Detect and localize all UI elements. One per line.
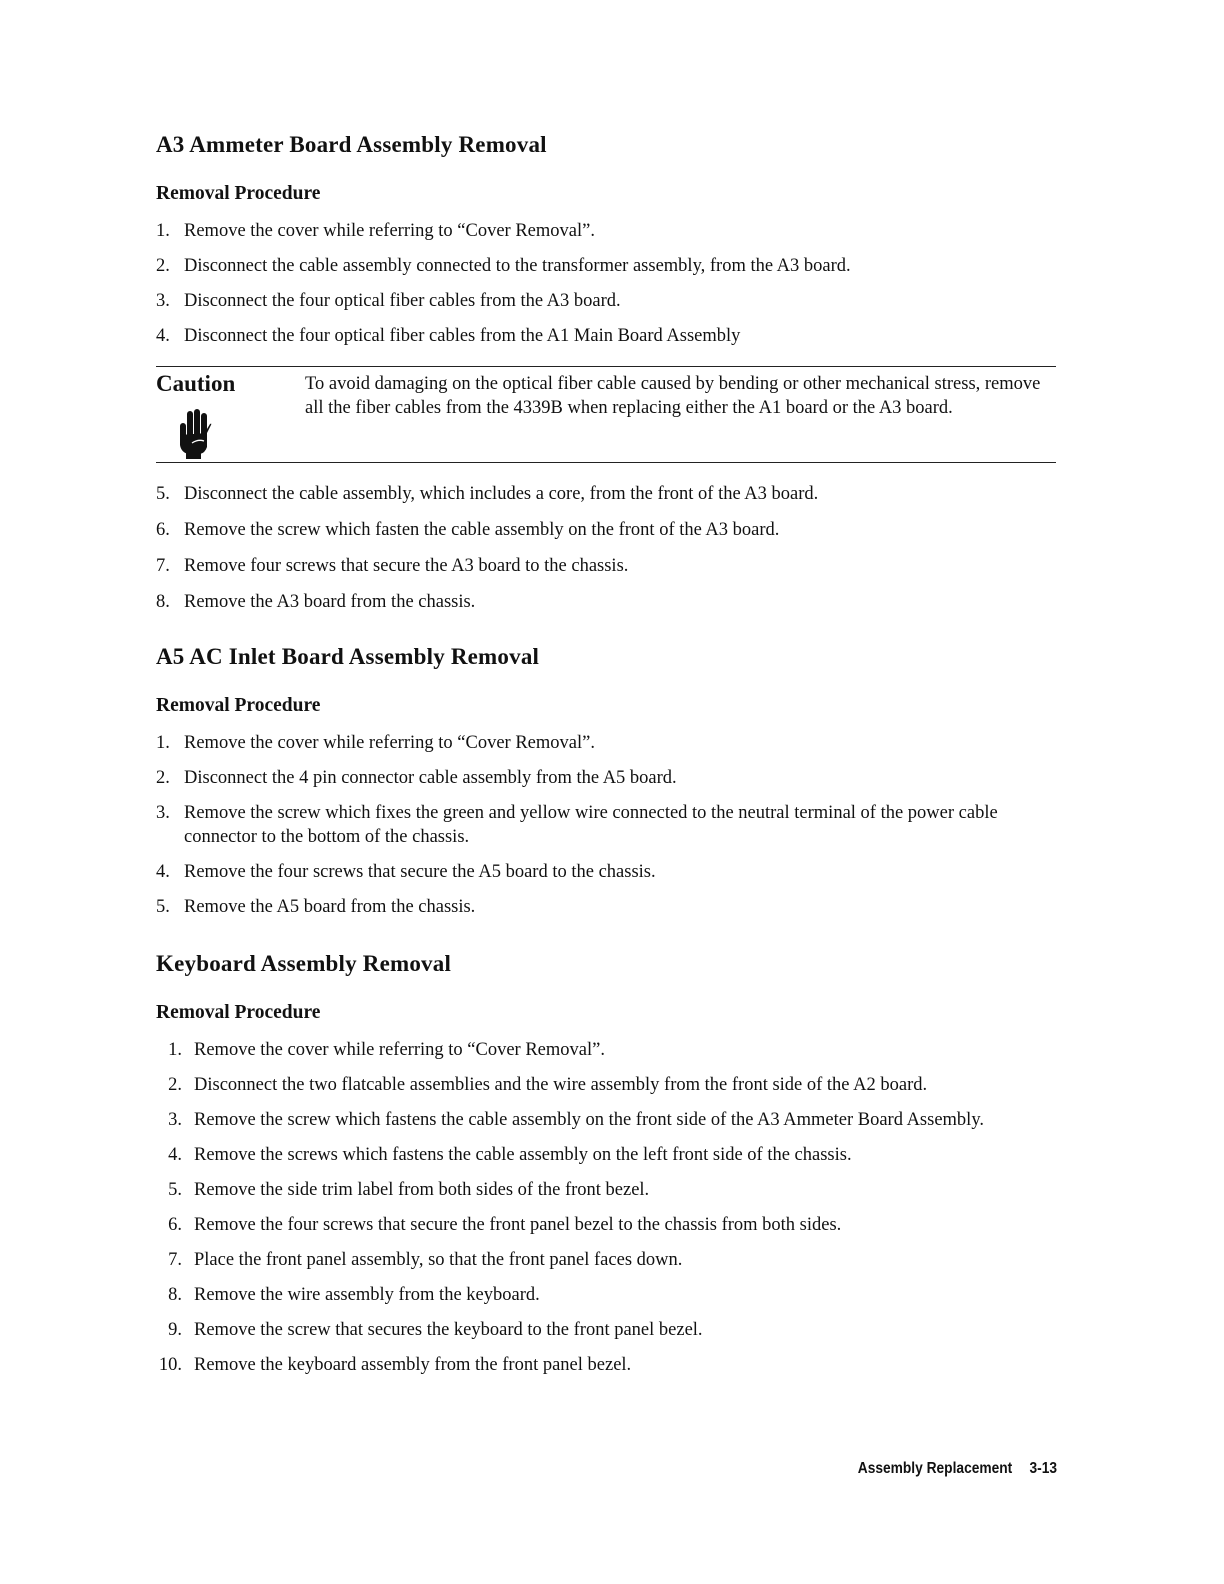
- section-subtitle-keyboard: Removal Procedure: [156, 1002, 321, 1023]
- list-item: 1. Remove the cover while referring to “Cover Removal”.: [156, 733, 595, 753]
- caution-label: Caution: [156, 371, 236, 396]
- steps-list-a3-part2: [156, 482, 1046, 614]
- list-item: 3. Remove the screw which fixes the green and yellow wire connected to the neutral terminal of the power cable connector to the bottom of the chassis.: [156, 803, 998, 847]
- list-item: 3. Remove the screw which fastens the cable assembly on the front side of the A3 Ammeter Board Assembly.: [168, 1110, 984, 1130]
- caution-hand-icon: [178, 407, 212, 459]
- list-item: 1. Remove the cover while referring to “Cover Removal”.: [156, 221, 595, 241]
- list-item: 6. Remove the four screws that secure the front panel bezel to the chassis from both sides.: [168, 1215, 842, 1235]
- list-item: 7. Remove four screws that secure the A3 board to the chassis.: [156, 556, 629, 576]
- caution-box: [156, 366, 1056, 463]
- section-title-a5: A5 AC Inlet Board Assembly Removal: [156, 644, 540, 669]
- list-item: 8. Remove the wire assembly from the keyboard.: [168, 1285, 540, 1305]
- list-item: 5. Disconnect the cable assembly, which includes a core, from the front of the A3 board.: [156, 484, 819, 504]
- steps-list-a3-part1: [156, 219, 1046, 348]
- section-title-keyboard: Keyboard Assembly Removal: [156, 951, 452, 976]
- list-item: 10. Remove the keyboard assembly from the front panel bezel.: [158, 1355, 632, 1375]
- list-item: 6. Remove the screw which fasten the cable assembly on the front of the A3 board.: [156, 520, 780, 540]
- list-item: 3. Disconnect the four optical fiber cables from the A3 board.: [156, 291, 621, 311]
- section-subtitle-a3: Removal Procedure: [156, 183, 321, 204]
- list-item: 7. Place the front panel assembly, so that the front panel faces down.: [168, 1250, 683, 1270]
- section-title-a3: A3 Ammeter Board Assembly Removal: [156, 132, 547, 157]
- list-item: 4. Remove the four screws that secure the A5 board to the chassis.: [156, 862, 656, 882]
- footer-page-number: 3-13: [1029, 1460, 1057, 1477]
- list-item: 2. Disconnect the cable assembly connected to the transformer assembly, from the A3 board.: [156, 256, 851, 276]
- list-item: 2. Disconnect the two flatcable assemblies and the wire assembly from the front side of the A2 board.: [168, 1075, 928, 1095]
- steps-list-a5: [156, 731, 1046, 919]
- list-item: 1. Remove the cover while referring to “Cover Removal”.: [168, 1040, 605, 1060]
- footer-chapter: Assembly Replacement: [857, 1460, 1013, 1477]
- list-item: 5. Remove the A5 board from the chassis.: [156, 897, 476, 917]
- list-item: 8. Remove the A3 board from the chassis.: [156, 592, 476, 612]
- list-item: 2. Disconnect the 4 pin connector cable assembly from the A5 board.: [156, 768, 677, 788]
- list-item: 5. Remove the side trim label from both sides of the front bezel.: [168, 1180, 650, 1200]
- caution-text: To avoid damaging on the optical fiber cable caused by bending or other mechanical stress, remove all the fiber cables from the 4339B when replacing either the A1 board or the A3 board.: [305, 374, 1041, 418]
- section-subtitle-a5: Removal Procedure: [156, 695, 321, 716]
- page-footer: [735, 1460, 1058, 1478]
- list-item: 4. Disconnect the four optical fiber cables from the A1 Main Board Assembly: [156, 326, 741, 346]
- list-item: 4. Remove the screws which fastens the cable assembly on the left front side of the chassis.: [168, 1145, 852, 1165]
- list-item: 9. Remove the screw that secures the keyboard to the front panel bezel.: [168, 1320, 703, 1340]
- steps-list-keyboard: [156, 1038, 1046, 1377]
